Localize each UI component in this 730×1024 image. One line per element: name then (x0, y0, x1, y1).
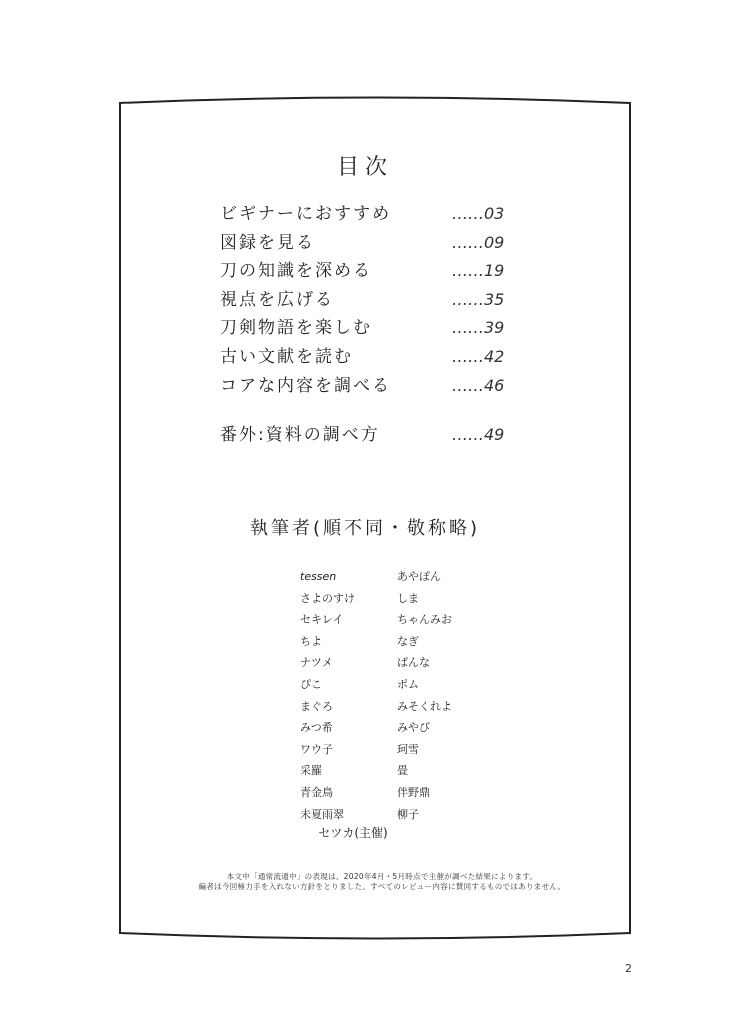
author-name: tessen (300, 570, 337, 583)
toc-item-perspective (220, 286, 520, 315)
toc-list (220, 200, 520, 450)
toc-item-catalog (220, 229, 520, 258)
author-row (300, 674, 500, 696)
footnote-line-2: 編者は今回極力手を入れない方針をとりました。すべてのレビュー内容に賛同するものではありません。 (198, 882, 566, 891)
toc-item-label: 視点を広げる (220, 289, 334, 310)
toc-item-label: 図録を見る (220, 232, 315, 253)
author-name: ポム (397, 677, 419, 691)
toc-title: 目次 (336, 155, 393, 180)
toc-item-beginner (220, 200, 520, 229)
author-name: 青金鳥 (300, 785, 333, 799)
toc-item-page: ……03 (452, 204, 505, 223)
toc-item-stories (220, 314, 520, 343)
author-name: 未夏雨翠 (300, 807, 344, 821)
toc-item-page: ……42 (452, 346, 505, 366)
author-name: しま (397, 591, 419, 605)
author-name: 珂雪 (397, 742, 419, 756)
author-name: ぴこ (300, 677, 322, 691)
authors-list (300, 566, 500, 825)
author-name: 畳 (397, 764, 408, 778)
author-row (300, 609, 500, 631)
author-name: みやび (397, 721, 430, 735)
toc-item-page: ……49 (452, 425, 505, 445)
author-name: みつ希 (300, 721, 333, 735)
toc-item-label: 番外:資料の調べ方 (220, 425, 380, 446)
author-name: みそくれよ (397, 699, 452, 713)
toc-item-page: ……39 (452, 318, 505, 338)
toc-item-old-texts (220, 343, 520, 372)
author-name: さよのすけ (300, 591, 355, 605)
page-number: 2 (625, 962, 632, 975)
toc-item-page: ……19 (452, 261, 505, 281)
author-row (300, 804, 500, 826)
author-name: あやぽん (397, 570, 441, 583)
toc-item-label: コアな内容を調べる (220, 375, 391, 396)
author-name: ちよ (300, 634, 322, 648)
author-name: ナツメ (300, 656, 333, 670)
chief-organizer: セツカ(主催) (318, 826, 388, 840)
toc-item-label: ビギナーにおすすめ (220, 204, 392, 224)
author-name: なぎ (397, 634, 419, 648)
author-row (300, 696, 500, 718)
author-row (300, 782, 500, 804)
author-name: まぐろ (300, 699, 333, 713)
toc-item-core (220, 372, 520, 401)
author-name: セキレイ (300, 613, 344, 627)
toc-item-page: ……46 (452, 375, 505, 395)
author-name: 采羅 (300, 764, 322, 778)
toc-item-page: ……35 (452, 289, 505, 309)
author-row (300, 588, 500, 610)
toc-item-label: 刀剣物語を楽しむ (220, 318, 372, 339)
author-row (300, 717, 500, 739)
author-row (300, 739, 500, 761)
author-row (300, 566, 500, 588)
author-row (300, 652, 500, 674)
toc-item-knowledge (220, 257, 520, 286)
footnote-line-1: 本文中「通常流通中」の表現は、2020年4月・5月時点で主催が調べた結果によります。 (226, 872, 538, 881)
toc-item-label: 古い文献を読む (220, 346, 353, 367)
authors-title: 執筆者(順不同・敬称略) (249, 518, 481, 539)
author-name: ワウ子 (300, 742, 333, 756)
toc-item-extra (220, 421, 520, 450)
author-row (300, 631, 500, 653)
author-name: 柳子 (397, 807, 419, 821)
toc-item-label: 刀の知識を深める (220, 261, 372, 282)
author-name: ちゃんみお (397, 613, 452, 627)
author-name: 伴野鼎 (397, 785, 430, 799)
author-name: ぱんな (397, 656, 430, 670)
toc-item-page: ……09 (452, 232, 505, 252)
author-row (300, 760, 500, 782)
